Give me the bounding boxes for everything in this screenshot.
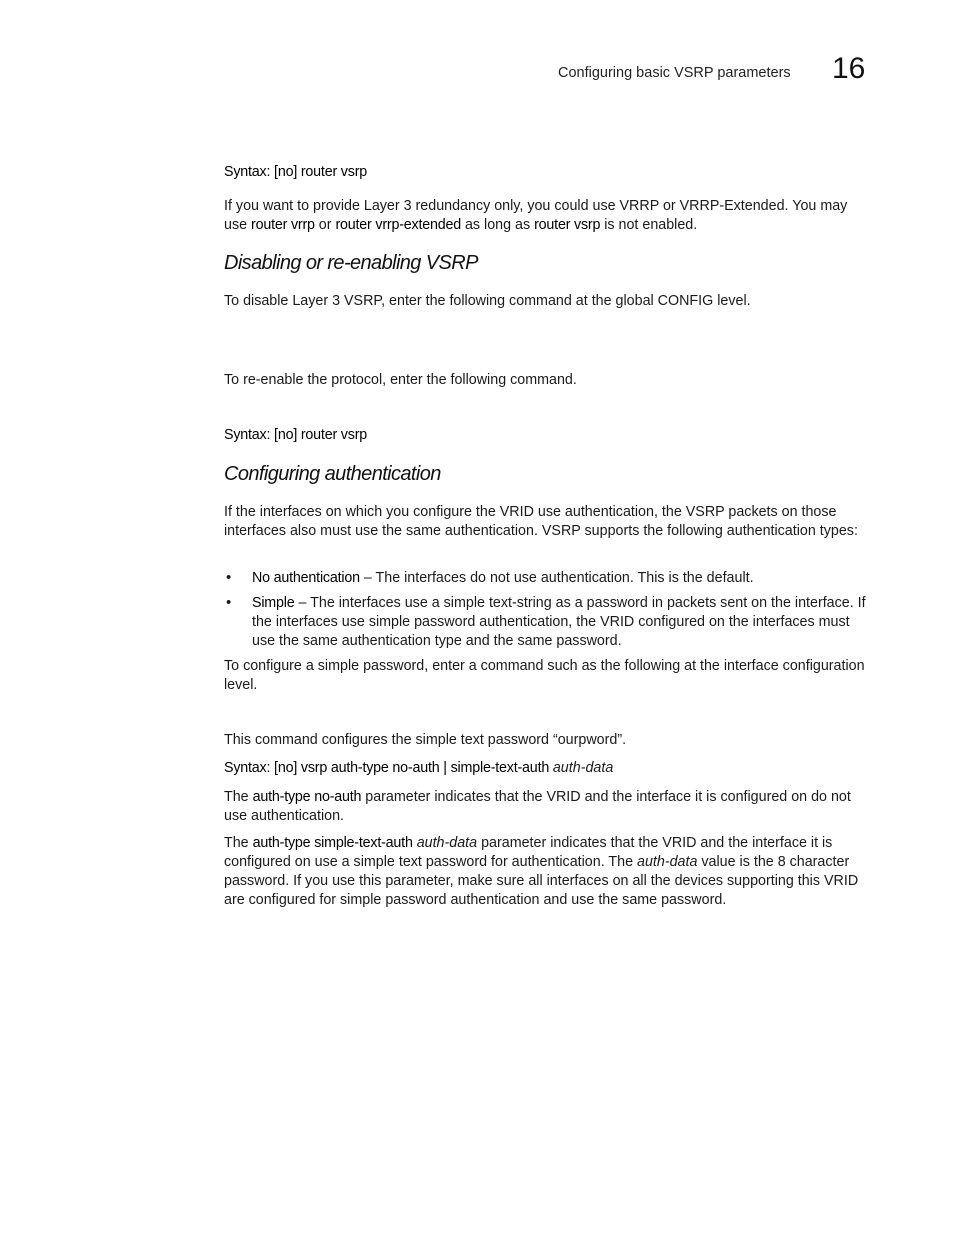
running-header-title: Configuring basic VSRP parameters bbox=[558, 65, 791, 81]
command-router-vrrp: router vrrp bbox=[251, 217, 315, 233]
command-router-vsrp: router vsrp bbox=[534, 217, 601, 233]
paragraph-layer3-redundancy bbox=[224, 197, 869, 235]
variable-auth-data: auth-data bbox=[637, 854, 698, 870]
paragraph-disable-vsrp: To disable Layer 3 VSRP, enter the following command at the global CONFIG level. bbox=[224, 293, 751, 309]
paragraph-simple-text-auth bbox=[224, 834, 869, 910]
text: The bbox=[224, 835, 253, 851]
command-router-vrrp-extended: router vrrp-extended bbox=[335, 217, 461, 233]
auth-types-list bbox=[224, 569, 869, 651]
text: The bbox=[224, 789, 253, 805]
paragraph-no-auth bbox=[224, 788, 869, 826]
paragraph-reenable: To re-enable the protocol, enter the following command. bbox=[224, 372, 577, 388]
section-heading-configuring-authentication: Configuring authentication bbox=[224, 463, 441, 485]
chapter-number: 16 bbox=[832, 52, 866, 85]
param-auth-type-no-auth: auth-type no-auth bbox=[252, 789, 362, 805]
text: – The interfaces use a simple text-string as a password in packets sent on the interface. If the interfaces use simple password authentication, the VRID configured on the interfaces must use the same authentication type and the same password. bbox=[252, 595, 866, 649]
text: is not enabled. bbox=[600, 217, 698, 233]
paragraph-command-configures: This command configures the simple text password “ourpword”. bbox=[224, 732, 627, 748]
text: parameter indicates that the VRID and the interface it is configured on do not use authentication. bbox=[224, 789, 851, 824]
syntax-vsrp-auth-type bbox=[224, 759, 869, 778]
term-no-authentication: No authentication bbox=[252, 570, 360, 586]
paragraph-configure-password: To configure a simple password, enter a command such as the following at the interface configuration level. bbox=[224, 658, 865, 693]
paragraph-auth-intro: If the interfaces on which you configure the VRID use authentication, the VSRP packets on those interfaces also must use the same authentication. VSRP supports the following authentication types: bbox=[224, 504, 858, 539]
text: as long as bbox=[460, 217, 535, 233]
param-auth-type-simple-text-auth: auth-type simple-text-auth bbox=[252, 835, 413, 851]
syntax-variable: auth-data bbox=[552, 760, 614, 776]
syntax-router-vsrp: Syntax: [no] router vsrp bbox=[224, 164, 367, 180]
text: parameter indicates that the VRID and the interface it is configured on use a simple text password for authentication. The bbox=[224, 835, 833, 870]
list-item bbox=[224, 569, 869, 588]
text: – The interfaces do not use authentication. This is the default. bbox=[359, 570, 754, 586]
section-heading-disabling-vsrp: Disabling or re-enabling VSRP bbox=[224, 252, 478, 274]
list-item bbox=[224, 594, 869, 651]
text: If you want to provide Layer 3 redundancy only, you could use VRRP or VRRP-Extended. You may use bbox=[224, 198, 848, 233]
text: value is the 8 character password. If you use this parameter, make sure all interfaces on all the devices supporting this VRID are configured for simple password authentication and use the same password. bbox=[224, 854, 859, 908]
text: or bbox=[314, 217, 336, 233]
syntax-keywords: Syntax: [no] vsrp auth-type no-auth | simple-text-auth bbox=[224, 760, 553, 776]
syntax-router-vsrp-2: Syntax: [no] router vsrp bbox=[224, 427, 367, 443]
bullet-icon: • bbox=[226, 594, 232, 611]
bullet-icon: • bbox=[226, 569, 232, 586]
variable-auth-data: auth-data bbox=[416, 835, 478, 851]
term-simple: Simple bbox=[252, 595, 295, 611]
